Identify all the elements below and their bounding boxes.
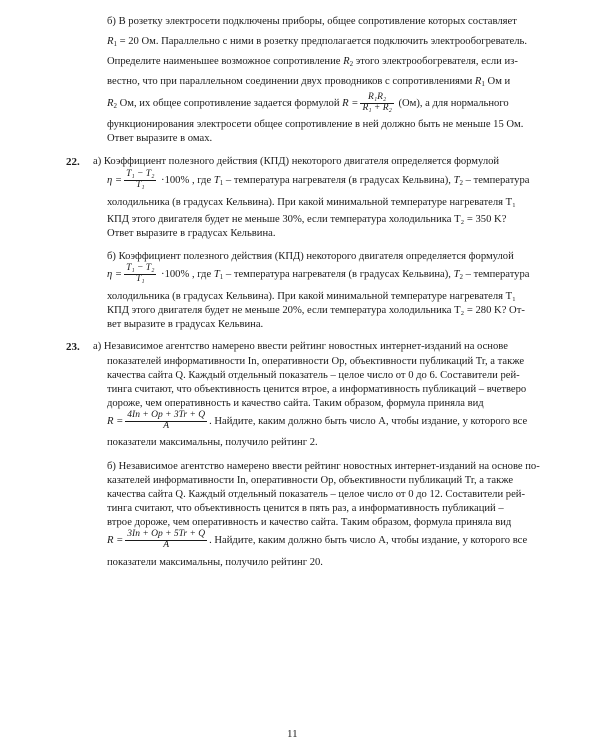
text-line: показатели максимальны, получило рейтинг 2.: [107, 437, 318, 448]
text-line: холодильника (в градусах Кельвина). При какой минимальной температуре нагревателя T₁: [107, 291, 516, 302]
formula-numerator: T₁ − T₂: [126, 169, 155, 179]
efficiency-formula: [124, 264, 156, 285]
formula-denominator: A: [163, 539, 170, 550]
text-line: казателей информативности In, оперативности Op, объективности публикаций Tr, а также: [107, 475, 514, 486]
formula-denominator: A: [163, 420, 170, 431]
text-line: а) Независимое агентство намерено ввести рейтинг новостных интернет-изданий на основе: [93, 341, 508, 352]
resistance-formula: [360, 93, 393, 114]
formula-lhs: η =: [107, 268, 123, 280]
text-span: Ом и: [484, 76, 511, 87]
text-line: показатели максимальны, получило рейтинг 20.: [107, 557, 323, 568]
text-line: η = $\frac{\text{T₁ − T₂}}{\text{T₁}}$ ·100% , где $T_1$ – температура нагревателя (в градусах Кельвина), $T_2$ – температура: [107, 263, 530, 284]
text-span: ·100% , где: [158, 268, 214, 280]
text-line: качества сайта Q. Каждый отдельный показатель – целое число от 0 до 12. Составители рей-: [107, 489, 525, 500]
formula-lhs: R =: [107, 534, 124, 546]
formula-numerator: T₁ − T₂: [126, 263, 155, 273]
text-span: . Найдите, каким должно быть число A, чтобы издание, у которого все: [209, 534, 528, 546]
text-line: втрое дороже, чем оперативность и качество сайта. Таким образом, формула приняла вид: [107, 517, 512, 528]
text-line: $R_2$ Ом, их общее сопротивление задается формулой R = $\frac{\text{R₁R₂}}{\text{R₁ + R₂}}$ (Ом), а для нормального: [107, 92, 509, 113]
text-line: качества сайта Q. Каждый отдельный показатель – целое число от 0 до 6. Составители рей-: [107, 370, 520, 381]
formula-denominator: T₁: [135, 273, 145, 284]
text-line: КПД этого двигателя будет не меньше 20%, если температура холодильника T₂ = 280 K? От-: [107, 305, 525, 316]
text-span: = 20 Ом. Параллельно с ними в розетку предполагается подключить электрообогреватель.: [116, 36, 527, 47]
problem-number: 22.: [66, 156, 80, 168]
resistance-symbol: R: [343, 56, 350, 67]
rating-formula: [125, 411, 207, 432]
text-line: $R_1 = 20$ Ом. Параллельно с ними в розетку предполагается подключить электрообогреватель.: [107, 36, 527, 48]
text-span: – температура нагревателя (в градусах Кельвина),: [223, 174, 454, 186]
text-span: – температура нагревателя (в градусах Кельвина),: [223, 268, 454, 280]
text-line: КПД этого двигателя будет не меньше 30%, если температура холодильника T₂ = 350 K?: [107, 214, 507, 225]
page-number: 11: [287, 728, 298, 740]
text-line: б) В розетку электросети подключены приборы, общее сопротивление которых составляет: [107, 16, 517, 27]
temperature-symbol: T: [453, 268, 460, 280]
formula-lhs: R =: [107, 415, 124, 427]
formula-numerator: R₁R₂: [360, 93, 393, 104]
formula-numerator: 4In + Op + 3Tr + Q: [127, 410, 206, 420]
problem-number: 23.: [66, 341, 80, 353]
text-line: Ответ выразите в градусах Кельвина.: [107, 228, 276, 239]
formula-numerator: 3In + Op + 5Tr + Q: [127, 529, 206, 539]
text-span: Определите наименьшее возможное сопротивление: [107, 56, 344, 67]
text-line: [107, 411, 527, 432]
text-line: б) Коэффициент полезного действия (КПД) некоторого двигателя определяется формулой: [107, 251, 514, 262]
text-line: функционирования электросети общее сопротивление в ней должно быть не меньше 15 Ом.: [107, 119, 524, 130]
text-line: тинга считают, что объективность ценится в пять раз, а информативность публикаций –: [107, 503, 504, 514]
text-span: – температура: [462, 268, 530, 280]
text-line: [107, 530, 527, 551]
text-line: Ответ выразите в омах.: [107, 133, 213, 144]
text-span: – температура: [462, 174, 530, 186]
text-span: Ом, их общее сопротивление задается формулой: [116, 97, 343, 109]
resistance-symbol: R: [474, 76, 482, 87]
text-span: (Ом), а для нормального: [395, 97, 509, 109]
resistance-symbol: R: [107, 97, 114, 109]
formula-lhs: R =: [342, 97, 359, 109]
text-line: а) Коэффициент полезного действия (КПД) некоторого двигателя определяется формулой: [93, 156, 500, 167]
formula-denominator: T₁: [135, 179, 145, 190]
temperature-symbol: T: [453, 174, 460, 186]
rating-formula: [125, 530, 207, 551]
text-span: ·100% , где: [158, 174, 214, 186]
text-line: вет выразите в градусах Кельвина.: [107, 319, 264, 330]
text-line: дороже, чем оперативность и качество сайта. Таким образом, формула приняла вид: [107, 398, 484, 409]
text-line: Определите наименьшее возможное сопротивление $R_2$ этого электрообогревателя, если из-: [107, 56, 518, 68]
formula-lhs: η =: [107, 174, 123, 186]
text-span: . Найдите, каким должно быть число A, чтобы издание, у которого все: [209, 415, 528, 427]
text-line: показателей информативности In, оперативности Op, объективности публикаций Tr, а также: [107, 356, 525, 367]
text-line: тинга считают, что объективность ценится втрое, а информативность публикаций – вчетверо: [107, 384, 527, 395]
text-line: б) Независимое агентство намерено ввести рейтинг новостных интернет-изданий на основе по-: [107, 461, 540, 472]
text-line: вестно, что при параллельном соединении двух проводников с сопротивлениями $R_1$ Ом и: [107, 76, 511, 88]
temperature-symbol: T: [213, 268, 220, 280]
resistance-symbol: R: [107, 36, 114, 47]
text-span: вестно, что при параллельном соединении двух проводников с сопротивлениями: [107, 76, 475, 87]
text-line: η = $\frac{\text{T₁ − T₂}}{\text{T₁}}$ ·100% , где $T_1$ – температура нагревателя (в градусах Кельвина), $T_2$ – температура: [107, 169, 530, 190]
formula-denominator: R₁ + R₂: [362, 102, 392, 113]
temperature-symbol: T: [213, 174, 220, 186]
text-span: этого электрообогревателя, если из-: [353, 56, 518, 67]
efficiency-formula: [124, 170, 156, 191]
text-line: холодильника (в градусах Кельвина). При какой минимальной температуре нагревателя T₁: [107, 197, 516, 208]
